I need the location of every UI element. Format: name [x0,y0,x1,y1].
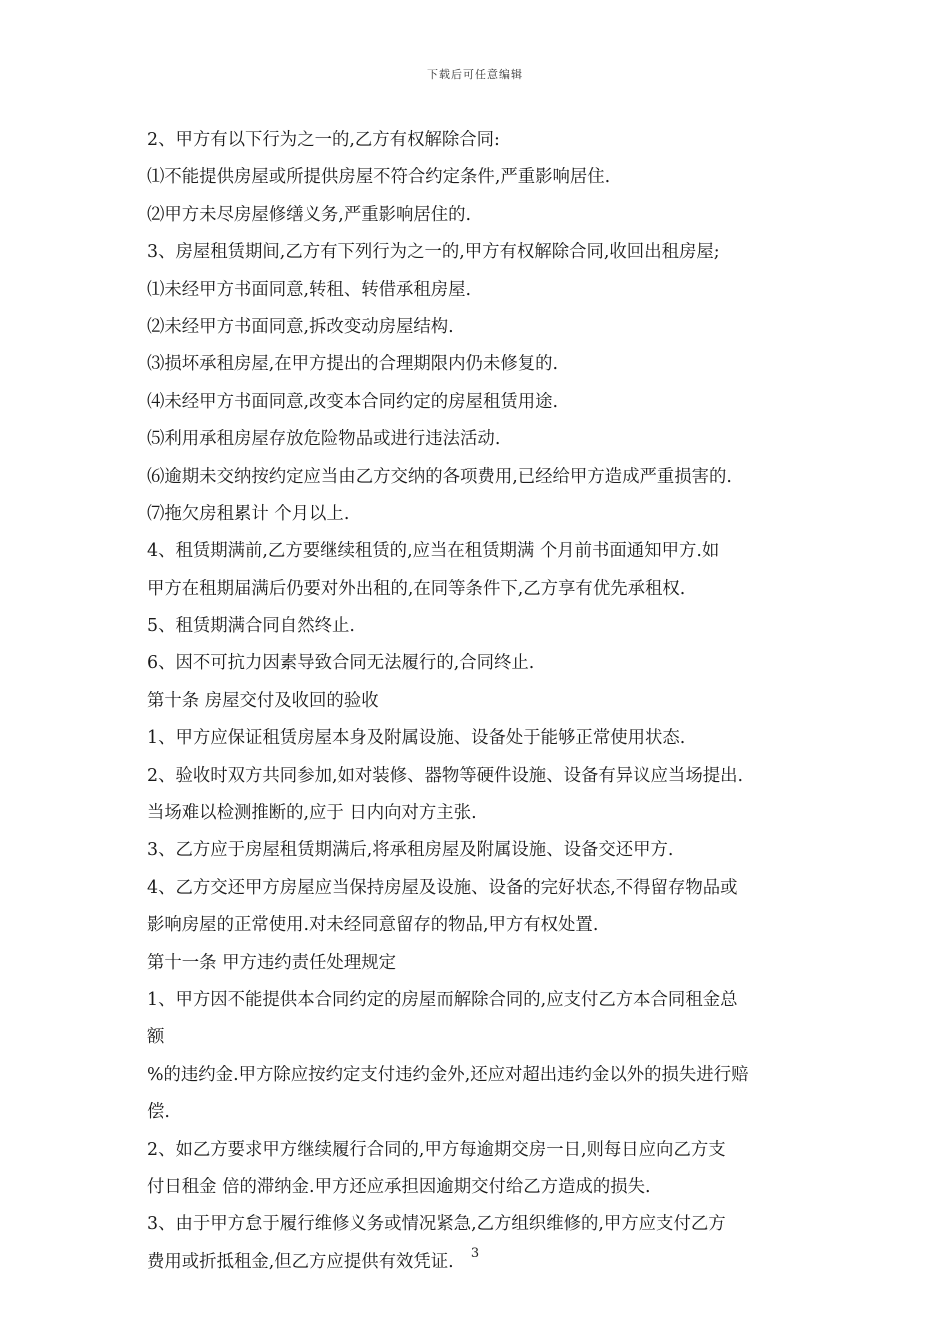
text-line: 2、验收时双方共同参加,如对装修、器物等硬件设施、设备有异议应当场提出. [147,765,744,786]
page-number: 3 [470,1246,480,1261]
text-line: 2、甲方有以下行为之一的,乙方有权解除合同: [147,130,500,150]
text-line: 4、乙方交还甲方房屋应当保持房屋及设施、设备的完好状态,不得留存物品或 [147,877,738,898]
text-line: ⑶损坏承租房屋,在甲方提出的合理期限内仍未修复的. [147,354,559,375]
text-line: 甲方在租期届满后仍要对外出租的,在同等条件下,乙方享有优先承租权. [147,578,686,599]
text-line: ⑴未经甲方书面同意,转租、转借承租房屋. [147,279,472,300]
text-line: 当场难以检测推断的,应于 日内向对方主张. [147,803,477,824]
text-line: 6、因不可抗力因素导致合同无法履行的,合同终止. [147,653,535,674]
text-line: ⑴不能提供房屋或所提供房屋不符合约定条件,严重影响居住. [147,167,611,188]
text-line: %的违约金.甲方除应按约定支付违约金外,还应对超出违约金以外的损失进行赔 [147,1064,749,1085]
text-line: 第十一条 甲方违约责任处理规定 [147,952,396,973]
text-line: ⑸利用承租房屋存放危险物品或进行违法活动. [147,429,501,450]
text-line: 3、乙方应于房屋租赁期满后,将承租房屋及附属设施、设备交还甲方. [147,840,674,861]
text-line: ⑹逾期未交纳按约定应当由乙方交纳的各项费用,已经给甲方造成严重损害的. [147,466,732,487]
text-line: 额 [147,1027,165,1048]
text-line: 偿. [147,1102,170,1123]
text-line: 费用或折抵租金,但乙方应提供有效凭证. [147,1251,454,1272]
text-line: 3、由于甲方怠于履行维修义务或情况紧急,乙方组织维修的,甲方应支付乙方 [147,1214,726,1235]
text-line: 1、甲方因不能提供本合同约定的房屋而解除合同的,应支付乙方本合同租金总 [147,989,738,1010]
text-line: ⑺拖欠房租累计 个月以上. [147,503,350,524]
page-header: 下载后可任意编辑 [427,68,523,81]
text-line: 1、甲方应保证租赁房屋本身及附属设施、设备处于能够正常使用状态. [147,728,686,749]
text-line: 第十条 房屋交付及收回的验收 [147,690,379,711]
text-line: 付日租金 倍的滞纳金.甲方还应承担因逾期交付给乙方造成的损失. [147,1176,651,1197]
text-line: ⑵未经甲方书面同意,拆改变动房屋结构. [147,316,454,337]
text-line: 5、租赁期满合同自然终止. [147,616,355,637]
document-body [147,122,827,1281]
text-line: ⑷未经甲方书面同意,改变本合同约定的房屋租赁用途. [147,391,559,412]
text-line: ⑵甲方未尽房屋修缮义务,严重影响居住的. [147,204,472,225]
text-line: 影响房屋的正常使用.对未经同意留存的物品,甲方有权处置. [147,915,599,936]
text-line: 4、租赁期满前,乙方要继续租赁的,应当在租赁期满 个月前书面通知甲方.如 [147,541,720,562]
text-line: 3、房屋租赁期间,乙方有下列行为之一的,甲方有权解除合同,收回出租房屋; [147,242,720,263]
text-line: 2、如乙方要求甲方继续履行合同的,甲方每逾期交房一日,则每日应向乙方支 [147,1139,726,1160]
